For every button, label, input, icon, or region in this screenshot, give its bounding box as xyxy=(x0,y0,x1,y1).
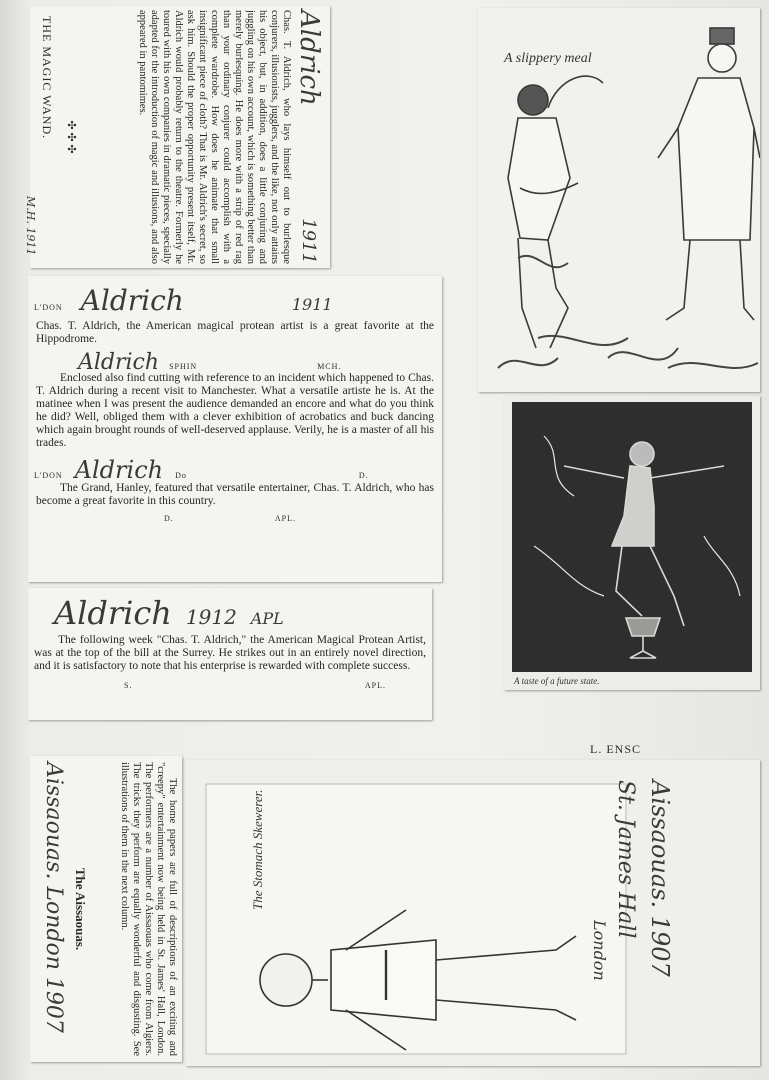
source-label: L'DON xyxy=(34,471,63,480)
article-text: Enclosed also find cutting with reference to an incident which happened to Chas. T. Aldrich during a recent visit to Manchester. What a versatile artiste he is. At the matinee when I was present the audience demanded an encore and what do you think he did? Well, obliged them with a clever exhibition of acrobatics and buck dancing which again brought rounds of well-deserved applause. Verily, he is a master of all his trades. xyxy=(36,372,434,449)
article-text: The following week "Chas. T. Aldrich," the American Magical Protean Artist, was at the top of the bill at the Surrey. He strikes out in an entirely novel direction, and it is satisfactory to note that his enterprise is rewarded with complete success. xyxy=(34,634,426,672)
source-label: L'DON xyxy=(34,303,63,312)
handwritten-name: Aldrich xyxy=(294,10,324,106)
article-heading: The Aissaouas. xyxy=(73,867,88,951)
handwritten-tag: APL xyxy=(250,609,284,628)
handwritten-title: Aissaouas. London 1907 xyxy=(41,762,66,1033)
handwritten-ditto: D. xyxy=(358,471,369,480)
handwritten-name: Aldrich xyxy=(74,456,164,484)
source-tag: MCH. xyxy=(317,362,342,371)
clipping-aldrich-1911 xyxy=(28,276,442,582)
footer-mark: S. xyxy=(124,681,133,690)
article-text: Chas. T. Aldrich, the American magical protean artist is a great favorite at the Hippodrome. xyxy=(36,320,434,345)
illustration-future-state xyxy=(504,396,760,690)
handwritten-year: 1912 xyxy=(185,605,237,629)
skewerer-drawing xyxy=(186,760,636,1066)
clipping-aissaouas xyxy=(30,756,182,1062)
ornament: ✣ ✣ ✣ xyxy=(65,120,77,154)
source-label: SPHIN xyxy=(169,362,198,371)
footer-mark: APL. xyxy=(274,514,296,523)
handwritten-name: Aldrich xyxy=(54,594,172,632)
clipping-stomach-skewerer xyxy=(186,760,760,1066)
article-text: The Grand, Hanley, featured that versatile entertainer, Chas. T. Aldrich, who has become a great favorite in this country. xyxy=(36,482,434,507)
footer-mark: D. xyxy=(164,514,174,523)
illustration-caption: The Stomach Skewerer. xyxy=(250,789,265,910)
handwritten-year: 1911 xyxy=(291,295,333,314)
illustration-caption: A taste of a future state. xyxy=(514,676,600,686)
article-text: The home papers are full of descriptions of an exciting and "creepy" entertainment now being held in St. James' Hall, London. The performers are a number of Aissaouas who come from Algiers. The tricks they perform are equally wonderful and disgusting. See illustrations of them in the next column. xyxy=(119,762,178,1056)
handwritten-name: Aldrich xyxy=(78,350,160,375)
handwritten-note: London xyxy=(590,920,609,981)
handwritten-name: Aldrich xyxy=(80,284,184,317)
handwritten-note: Aissaouas. 1907 xyxy=(646,780,674,977)
handwritten-note: St. James Hall xyxy=(613,780,638,939)
snake-eater-drawing xyxy=(478,8,760,392)
footer-mark: APL. xyxy=(364,681,386,690)
fire-dancer-drawing xyxy=(504,396,760,690)
handwritten-ditto: Do xyxy=(175,471,187,480)
column-header: THE MAGIC WAND. xyxy=(40,16,54,140)
article-text: Chas. T. Aldrich, who lays himself out to burlesque conjurers, illusionists, jugglers, and the like, not only attains his object, but, in addition, does a little conjuring and juggling on his own account, which is something better than merely burlesquing. He does more with a strip of red rag than your ordinary conjurer could accomplish with a complete wardrobe. How does he animate that small insignificant piece of cloth? That is Mr. Aldrich's secret, so ask him. Should the proper opportunity present itself, Mr. Aldrich would probably return to the theatre. Formerly he toured with his own companies in dramatic pieces, specially adapted for the introduction of magic and illusions, and also appeared in pantomimes. xyxy=(137,10,292,264)
stamp: L. ENSC xyxy=(590,742,642,756)
illustration-caption: A slippery meal xyxy=(504,51,592,66)
handwritten-date: M.H. 1911 xyxy=(24,196,37,256)
clipping-magic-wand xyxy=(24,6,330,268)
clipping-aldrich-1912 xyxy=(28,588,432,720)
handwritten-year: 1911 xyxy=(298,218,320,264)
illustration-slippery-meal xyxy=(478,8,760,392)
